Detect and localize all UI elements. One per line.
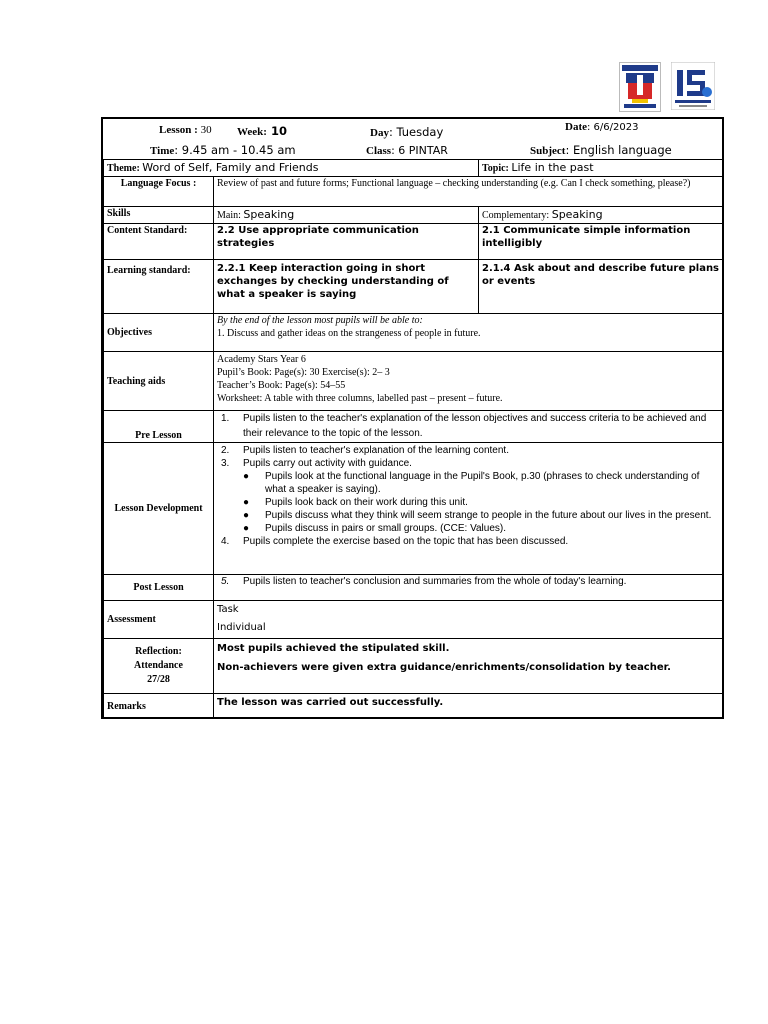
pre-lesson-value: [214, 411, 723, 443]
attendance-count: 27/28: [147, 674, 170, 685]
language-focus-value: Review of past and future forms; Functional language – checking understanding (e.g. Can I check something, please?): [214, 177, 723, 207]
logo-group: [619, 62, 715, 112]
school-crest-logo: [619, 62, 661, 112]
post-lesson-row: [104, 575, 723, 601]
skills-row: [104, 207, 723, 224]
learning-standard-complementary: 2.1.4 Ask about and describe future plans or events: [479, 260, 723, 314]
skills-complementary: Complementary: Speaking: [479, 207, 723, 224]
remarks-value: The lesson was carried out successfully.: [214, 694, 723, 719]
assessment-line: Individual: [217, 622, 266, 633]
day-field: Day: Tuesday: [370, 125, 444, 139]
bullet-item: ● Pupils discuss in pairs or small groups. (CCE: Values).: [243, 523, 507, 534]
pre-lesson-label: Pre Lesson: [104, 411, 214, 443]
assessment-line: Task: [217, 604, 239, 615]
assessment-row: [104, 601, 723, 639]
remarks-row: [104, 694, 723, 719]
list-item: 3. Pupils carry out activity with guidance.: [221, 458, 412, 469]
reflection-label: [104, 639, 214, 694]
content-standard-complementary: 2.1 Communicate simple information intelligibly: [479, 224, 723, 260]
lesson-development-value: [214, 443, 723, 575]
lesson-header: [103, 119, 722, 159]
teaching-aids-line: Pupil’s Book: Page(s): 30 Exercise(s): 2– 3: [217, 367, 390, 378]
list-item: 4. Pupils complete the exercise based on the topic that has been discussed.: [221, 536, 569, 547]
skills-main: Main: Speaking: [214, 207, 479, 224]
week-number: Week: 10: [237, 124, 287, 138]
reflection-line: Most pupils achieved the stipulated skill.: [217, 643, 450, 654]
list-item: 5. Pupils listen to teacher's conclusion and summaries from the whole of today's learning.: [221, 576, 627, 587]
learning-standard-row: [104, 260, 723, 314]
lesson-development-row: [104, 443, 723, 575]
bullet-item: ● Pupils look at the functional language in the Pupil's Book, p.30 (phrases to check understanding of what a speaker is saying).: [243, 471, 700, 495]
teaching-aids-row: [104, 352, 723, 411]
list-item: 1. Pupils listen to the teacher's explanation of the lesson objectives and success criteria to be achieved and their relevance to the topic of the lesson.: [221, 413, 707, 439]
subject-field: Subject: English language: [530, 143, 672, 157]
learning-standard-label: Learning standard:: [104, 260, 214, 314]
theme-cell: Theme: Word of Self, Family and Friends: [104, 160, 479, 177]
objectives-intro: By the end of the lesson most pupils will be able to:: [217, 315, 423, 326]
class-field: Class: 6 PINTAR: [366, 144, 448, 157]
learning-standard-main: 2.2.1 Keep interaction going in short exchanges by checking understanding of what a speaker is saying: [214, 260, 479, 314]
post-lesson-label: Post Lesson: [104, 575, 214, 601]
content-standard-row: [104, 224, 723, 260]
teaching-aids-line: Teacher’s Book: Page(s): 54–55: [217, 380, 346, 391]
objectives-item: 1. Discuss and gather ideas on the strangeness of people in future.: [217, 328, 481, 339]
reflection-line: Non-achievers were given extra guidance/enrichments/consolidation by teacher.: [217, 662, 671, 673]
objectives-label: Objectives: [104, 314, 214, 352]
bullet-item: ● Pupils discuss what they think will seem strange to people in the future about our lives in the present.: [243, 510, 712, 521]
post-lesson-value: [214, 575, 723, 601]
teaching-aids-line: Worksheet: A table with three columns, labelled past – present – future.: [217, 393, 503, 404]
skills-label: Skills: [104, 207, 214, 224]
ministry-logo: [671, 62, 715, 110]
teaching-aids-value: [214, 352, 723, 411]
language-focus-label: Language Focus :: [104, 177, 214, 207]
teaching-aids-label: Teaching aids: [104, 352, 214, 411]
assessment-label: Assessment: [104, 601, 214, 639]
reflection-value: [214, 639, 723, 694]
content-standard-main: 2.2 Use appropriate communication strategies: [214, 224, 479, 260]
attendance-label: Attendance: [134, 660, 183, 671]
teaching-aids-line: Academy Stars Year 6: [217, 354, 306, 365]
assessment-value: [214, 601, 723, 639]
remarks-label: Remarks: [104, 694, 214, 719]
reflection-row: [104, 639, 723, 694]
reflection-label-line: Reflection:: [135, 646, 182, 657]
lesson-development-label: Lesson Development: [104, 443, 214, 575]
list-item: 2. Pupils listen to teacher's explanation of the learning content.: [221, 445, 509, 456]
objectives-row: [104, 314, 723, 352]
topic-cell: Topic: Life in the past: [479, 160, 723, 177]
theme-row: [104, 160, 723, 177]
lesson-plan-table: [103, 159, 723, 719]
bullet-item: ● Pupils look back on their work during this unit.: [243, 497, 468, 508]
objectives-value: [214, 314, 723, 352]
content-standard-label: Content Standard:: [104, 224, 214, 260]
time-field: Time: 9.45 am - 10.45 am: [150, 143, 296, 157]
language-focus-row: [104, 177, 723, 207]
lesson-plan-sheet: [101, 117, 724, 719]
date-field: Date: 6/6/2023: [565, 121, 639, 133]
pre-lesson-row: [104, 411, 723, 443]
lesson-number: Lesson : 30: [159, 124, 212, 136]
